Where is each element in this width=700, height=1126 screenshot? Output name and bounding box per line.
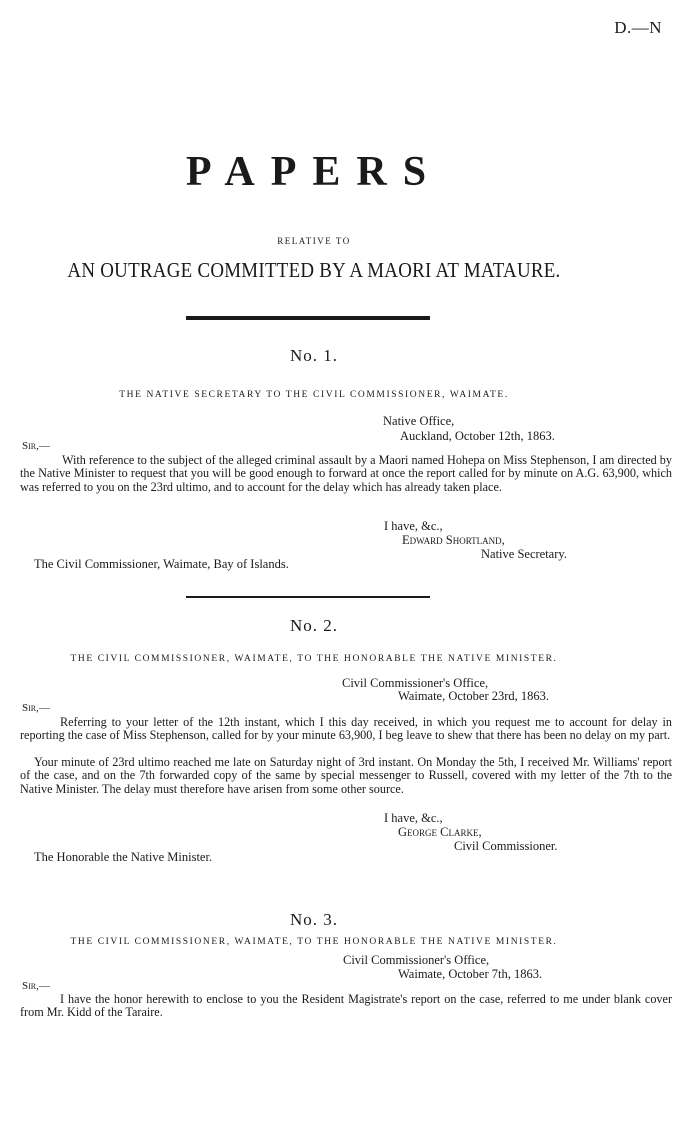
page-title: PAPERS: [185, 149, 443, 195]
letter-1-closing: I have, &c.,: [384, 519, 443, 533]
document-subtitle: AN OUTRAGE COMMITTED BY A MAORI AT MATAURE.: [67, 258, 561, 282]
letter-1-heading: THE NATIVE SECRETARY TO THE CIVIL COMMISSIONER, WAIMATE.: [119, 390, 509, 400]
letter-3-heading: THE CIVIL COMMISSIONER, WAIMATE, TO THE HONORABLE THE NATIVE MINISTER.: [70, 937, 558, 947]
letter-1-signer: Edward Shortland,: [402, 533, 505, 547]
letter-1-number: No. 1.: [289, 346, 339, 365]
letter-1-salutation: Sir,—: [22, 440, 50, 452]
letter-1-place-line1: Native Office,: [383, 414, 455, 428]
section-divider: [186, 596, 430, 598]
letter-1-addressee: The Civil Commissioner, Waimate, Bay of Islands.: [34, 557, 289, 571]
letter-2-closing: I have, &c.,: [384, 811, 443, 825]
letter-2-salutation: Sir,—: [22, 702, 50, 714]
letter-2-body-paragraph-1: Referring to your letter of the 12th instant, which I this day received, in which you request me to account for delay in reporting the case of Miss Stephenson, called for by your minute 63,900, I beg leave to shew that there has been no delay on my part.: [20, 715, 672, 743]
letter-2-heading: THE CIVIL COMMISSIONER, WAIMATE, TO THE HONORABLE THE NATIVE MINISTER.: [70, 654, 558, 664]
letter-2-signer: George Clarke,: [398, 825, 482, 839]
letter-2-number: No. 2.: [289, 616, 339, 635]
letter-3-place-line2: Waimate, October 7th, 1863.: [398, 967, 543, 981]
letter-2-body-paragraph-2: Your minute of 23rd ultimo reached me late on Saturday night of 3rd instant. On Monday the 5th, I received Mr. Williams' report of the case, and on the 7th forwarded copy of the same by special messenger to Russell, covered with my letter of the 7th to the Native Minister. The delay must therefore have arisen from some other source.: [20, 755, 672, 796]
letter-2-addressee: The Honorable the Native Minister.: [34, 850, 213, 864]
letter-3-place-line1: Civil Commissioner's Office,: [343, 953, 490, 967]
letter-3-number: No. 3.: [289, 910, 339, 929]
title-divider: [186, 316, 430, 320]
letter-2-place-line1: Civil Commissioner's Office,: [342, 676, 489, 690]
letter-1-place-line2: Auckland, October 12th, 1863.: [400, 429, 555, 443]
letter-1-body: With reference to the subject of the alleged criminal assault by a Maori named Hohepa on Miss Stephenson, I am directed by the Native Minister to request that you will be good enough to forward at once the report called for by minute on A.G. 63,900, which was referred to you on the 23rd ultimo, and to account for the delay which has already taken place.: [20, 453, 672, 494]
relative-to-label: RELATIVE TO: [277, 236, 351, 246]
document-code: D.—N: [614, 18, 662, 37]
letter-2-place-line2: Waimate, October 23rd, 1863.: [398, 689, 550, 703]
letter-3-salutation: Sir,—: [22, 980, 50, 992]
letter-2-signer-title: Civil Commissioner.: [454, 839, 558, 853]
letter-1-signer-title: Native Secretary.: [481, 547, 567, 561]
letter-3-body: I have the honor herewith to enclose to you the Resident Magistrate's report on the case, referred to me under blank cover from Mr. Kidd of the Taraire.: [20, 992, 672, 1020]
